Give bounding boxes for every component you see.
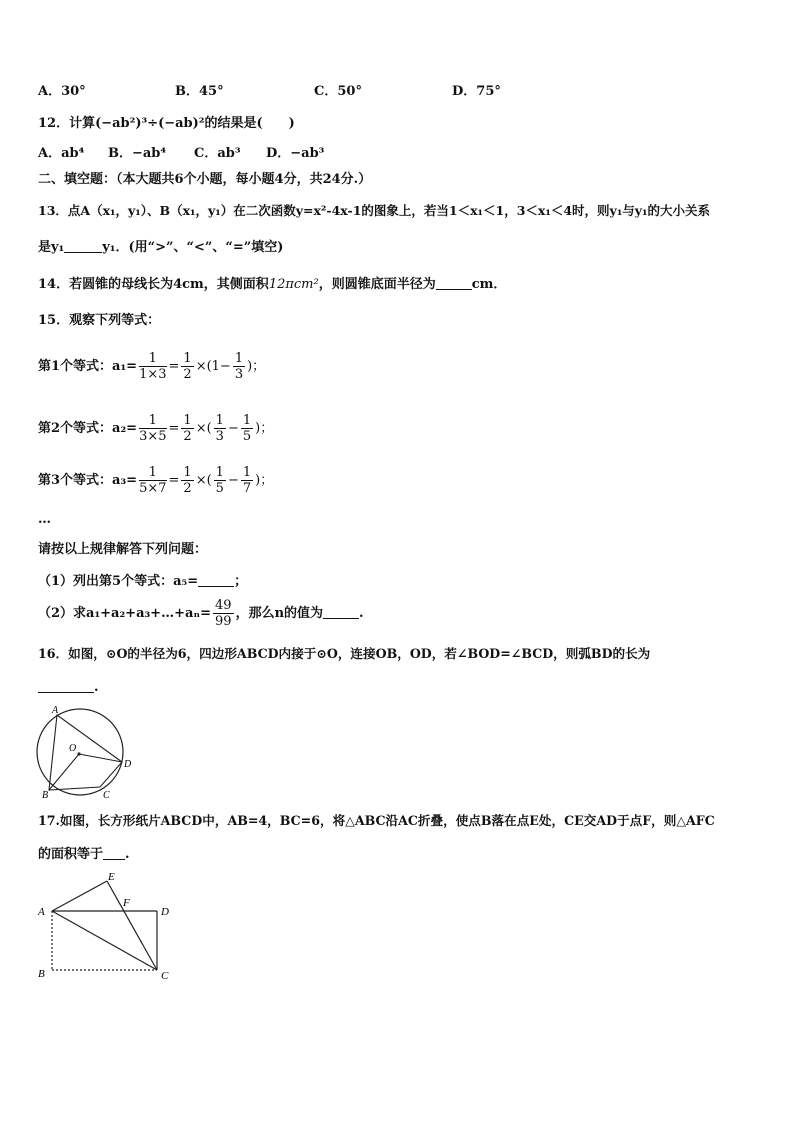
q15-eq3-f2-numerator: 1 [183, 465, 192, 480]
q12-option-d: D．−ab³ [266, 146, 325, 161]
q15-eq3-f1-denominator: 5×7 [139, 481, 167, 496]
q15-eq2-f1-denominator: 3×5 [139, 429, 167, 444]
q12-option-b: B．−ab⁴ [108, 146, 167, 161]
q15-sub2-fraction [213, 598, 234, 629]
q16-label-d: D [124, 759, 132, 770]
q13-line-1: 13．点A（x₁，y₁）、B（x₁，y₁）在二次函数y=x²-4x-1的图象上，若当1＜x₁＜1，3＜x₁＜4时，则y₁与y₁的大小关系 [38, 203, 711, 218]
q12-expression: (−ab²)³÷(−ab)² [95, 116, 205, 131]
q17-segment-ae [52, 881, 107, 911]
q15-eq2-f4-denominator: 5 [242, 429, 252, 444]
q15-eq3-f2-denominator: 2 [183, 481, 192, 496]
q14-text-b: ，则圆锥底面半径为 [318, 277, 436, 292]
q15-eq3-label: 第3个等式：a₃= [38, 473, 138, 488]
q16-label-b: B [42, 790, 49, 801]
q15-eq1-fraction-2 [181, 351, 193, 382]
q15-sub2-end: . [359, 606, 364, 621]
q11-option-c: C．50° [314, 84, 362, 99]
q15-sub2-blank [323, 605, 359, 619]
q15-title: 15．观察下列等式： [38, 313, 161, 328]
q16-line-1: 16．如图，⊙O的半径为6，四边形ABCD内接于⊙O，连接OB，OD，若∠BOD=∠BCD，则弧BD的长为 [38, 646, 651, 661]
q15-eq2-fraction-1 [139, 413, 166, 444]
q16-center-dot [77, 752, 80, 755]
q11-options [38, 84, 738, 100]
q14-answer-blank [436, 276, 472, 290]
q16-label-o: O [69, 743, 77, 754]
q12-stem [38, 116, 295, 132]
q15-eq3-fraction-2 [181, 465, 193, 496]
q15-eq3-fraction-4 [241, 465, 253, 496]
q15-eq3-equals: = [168, 473, 180, 488]
q15-equation-2 [38, 412, 273, 446]
q13-line-2-end: y₁．(用“>”、“<”、“=”填空) [102, 240, 284, 255]
q15-sub-question-1 [38, 573, 247, 590]
q15-eq3-fraction-1 [139, 465, 166, 496]
q12-options [38, 146, 438, 162]
q17-segment-ec [107, 881, 157, 970]
q13-answer-blank [64, 239, 102, 253]
q15-eq3-f3-denominator: 5 [215, 481, 224, 496]
q15-sub2-denominator: 99 [215, 614, 232, 629]
q15-prompt: 请按以上规律解答下列问题： [38, 542, 208, 557]
q15-sub2-numerator: 49 [215, 598, 232, 613]
q15-sub2-text: （2）求a₁+a₂+a₃+…+aₙ= [38, 606, 212, 621]
q13-line-2-start: 是y₁ [38, 240, 65, 255]
q16-circle-figure [30, 700, 140, 806]
q16-segment-ob [49, 754, 79, 790]
q15-eq2-end: )； [255, 421, 274, 436]
q11-option-b: B．45° [175, 84, 224, 99]
q17-label-c: C [161, 970, 169, 982]
q17-label-f: F [123, 897, 130, 909]
q15-eq3-f1-numerator: 1 [139, 465, 166, 481]
q15-eq2-f2-numerator: 1 [183, 413, 192, 428]
q14-stem [38, 276, 506, 293]
q17-line-2 [38, 846, 130, 863]
q15-eq2-f1-numerator: 1 [139, 413, 166, 429]
q15-eq1-f2-denominator: 2 [183, 367, 192, 382]
q15-eq2-equals: = [168, 421, 180, 436]
q17-answer-blank [103, 846, 125, 860]
q15-eq2-fraction-3 [214, 413, 226, 444]
q15-equation-3 [38, 464, 273, 498]
q16-line-2-end: . [94, 680, 99, 695]
q15-eq1-f1-denominator: 1×3 [139, 367, 167, 382]
q17-segment-ac [52, 911, 157, 970]
q15-eq1-f3-denominator: 3 [234, 367, 244, 382]
q15-equation-1 [38, 350, 265, 384]
q15-eq1-end: )； [247, 359, 266, 374]
q16-label-c: C [103, 790, 110, 801]
q16-quadrilateral [49, 715, 122, 790]
q15-eq3-minus: − [227, 473, 239, 488]
q15-eq3-f3-numerator: 1 [215, 465, 224, 480]
q15-eq3-f4-denominator: 7 [242, 481, 252, 496]
q15-eq3-end: )； [255, 473, 274, 488]
q14-text-c: cm． [471, 277, 507, 292]
section-2-heading: 二、填空题：（本大题共6个小题，每小题4分，共24分.） [38, 172, 372, 187]
q15-eq1-equals: = [168, 359, 180, 374]
q17-label-b: B [38, 968, 45, 980]
q15-sub2-text-b: ，那么n的值为 [235, 606, 324, 621]
q15-eq2-minus: − [227, 421, 239, 436]
q16-line-2 [38, 679, 99, 696]
q12-option-a: A．ab⁴ [38, 146, 85, 161]
q15-sub1-blank [198, 573, 234, 587]
q15-eq2-f3-denominator: 3 [215, 429, 224, 444]
q12-suffix: 的结果是( ) [204, 116, 295, 131]
q15-eq2-f3-numerator: 1 [215, 413, 224, 428]
q17-line-2-text: 的面积等于 [38, 847, 104, 862]
q14-text-a: 14．若圆锥的母线长为4cm，其侧面积 [38, 277, 269, 292]
q11-option-a: A．30° [38, 84, 86, 99]
q15-eq1-fraction-1 [139, 351, 166, 382]
q15-eq1-f1-numerator: 1 [139, 351, 166, 367]
q15-eq2-fraction-4 [241, 413, 253, 444]
q17-rectangle-figure [30, 866, 190, 986]
q14-lateral-area: 12πcm² [268, 277, 319, 292]
q15-eq2-label: 第2个等式：a₂= [38, 421, 138, 436]
q15-eq2-fraction-2 [181, 413, 193, 444]
q16-answer-blank [38, 679, 94, 693]
q15-eq3-fraction-3 [214, 465, 226, 496]
q12-option-c: C．ab³ [194, 146, 241, 161]
q15-eq2-f4-numerator: 1 [242, 413, 252, 428]
q15-eq2-f2-denominator: 2 [183, 429, 192, 444]
q17-label-e: E [108, 871, 115, 883]
q15-ellipsis: … [38, 512, 51, 527]
q15-eq1-f3-numerator: 1 [234, 351, 244, 366]
q15-sub-question-2 [38, 597, 364, 631]
q11-option-d: D．75° [452, 84, 501, 99]
q15-eq3-f4-numerator: 1 [242, 465, 252, 480]
q17-label-a: A [38, 906, 45, 918]
q12-prefix: 12．计算 [38, 116, 96, 131]
q15-eq1-f2-numerator: 1 [183, 351, 192, 366]
q15-eq2-times: ×( [195, 421, 212, 436]
q16-label-a: A [52, 705, 59, 716]
q15-sub1-text: （1）列出第5个等式：a₅= [38, 574, 199, 589]
q15-eq1-label: 第1个等式：a₁= [38, 359, 138, 374]
q15-eq1-times: ×(1− [195, 359, 231, 374]
q15-eq3-times: ×( [195, 473, 212, 488]
q17-line-1: 17.如图，长方形纸片ABCD中，AB=4，BC=6，将△ABC沿AC折叠，使点B落在点E处，CE交AD于点F，则△AFC [38, 813, 715, 828]
q13-line-2 [38, 239, 283, 256]
q17-label-d: D [161, 906, 169, 918]
q15-eq1-fraction-3 [233, 351, 245, 382]
q15-sub1-end: ； [234, 574, 248, 589]
q17-line-2-end: . [125, 847, 130, 862]
